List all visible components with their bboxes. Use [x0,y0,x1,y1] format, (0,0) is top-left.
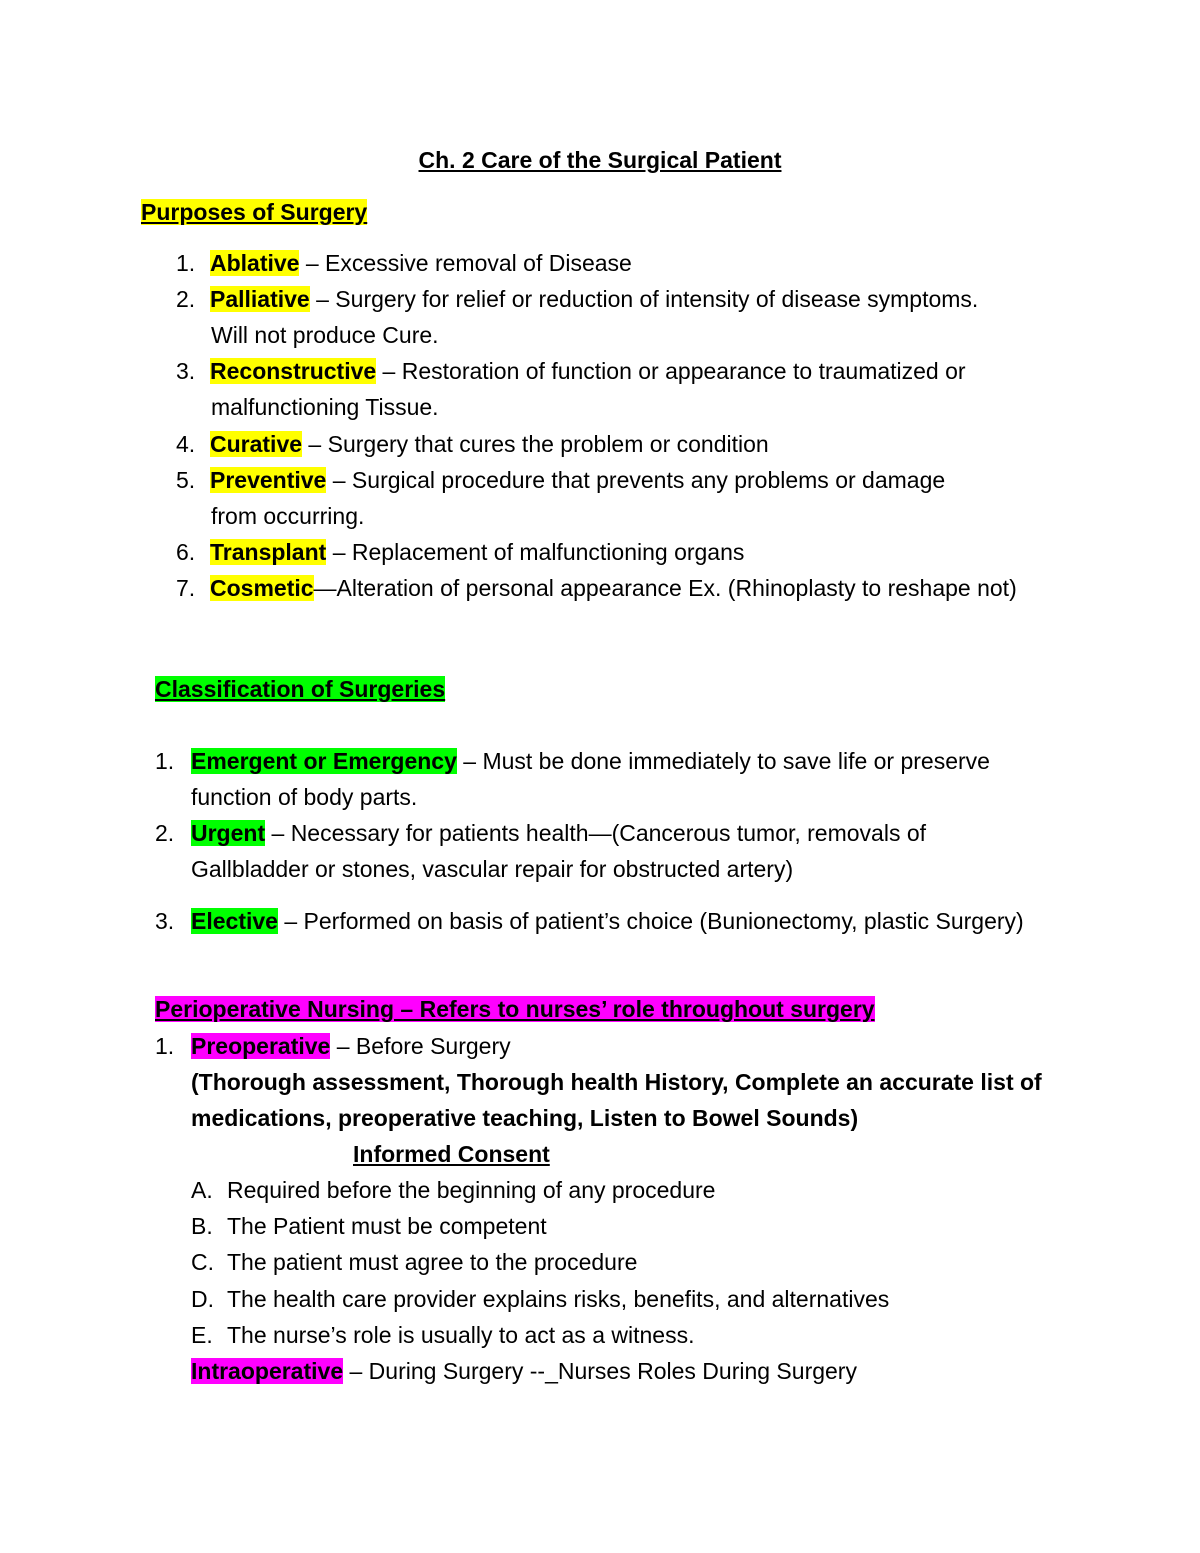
consent-item-text: The Patient must be competent [227,1213,547,1239]
list-number: 2. [176,286,196,312]
preoperative-details-line-2: medications, preoperative teaching, Listen to Bowel Sounds) [191,1105,859,1131]
list-number: 4. [176,431,196,457]
preoperative-details-line-1: (Thorough assessment, Thorough health History, Complete an accurate list of [191,1069,1042,1095]
term-curative: Curative [210,431,303,457]
term-emergent: Emergent or Emergency [191,748,457,774]
list-item [176,284,978,314]
list-item [176,429,769,459]
list-number: 3. [155,908,175,934]
item-description: – Surgery for relief or reduction of intensity of disease symptoms. [309,286,979,312]
list-number: 2. [155,820,175,846]
consent-item-text: The patient must agree to the procedure [227,1249,638,1275]
item-description: – Excessive removal of Disease [299,250,632,276]
list-letter: E. [191,1322,213,1348]
consent-item-text: Required before the beginning of any procedure [227,1177,716,1203]
informed-consent-heading: Informed Consent [353,1141,550,1167]
list-number: 1. [155,748,175,774]
term-cosmetic: Cosmetic [210,575,314,601]
purposes-heading [141,197,367,227]
list-item [155,1031,511,1061]
list-number: 7. [176,575,196,601]
consent-item [191,1284,889,1314]
item-description: – Surgical procedure that prevents any problems or damage [326,467,946,493]
item-continuation: malfunctioning Tissue. [211,394,439,420]
classification-heading-text: Classification of Surgeries [155,676,446,702]
item-description: – Necessary for patients health—(Cancerous tumor, removals of [265,820,927,846]
term-preventive: Preventive [210,467,327,493]
term-preoperative: Preoperative [191,1033,331,1059]
item-description: – Surgery that cures the problem or condition [302,431,769,457]
consent-item-text: The health care provider explains risks, benefits, and alternatives [227,1286,890,1312]
item-description: – Restoration of function or appearance to traumatized or [376,358,966,384]
item-description: – During Surgery --_Nurses Roles During Surgery [343,1358,857,1384]
term-ablative: Ablative [210,250,300,276]
list-number: 6. [176,539,196,565]
item-continuation: function of body parts. [191,784,418,810]
consent-item [191,1211,547,1241]
list-item [176,465,945,495]
page-title: Ch. 2 Care of the Surgical Patient [418,147,782,173]
list-item [155,746,990,776]
list-letter: B. [191,1213,213,1239]
list-letter: C. [191,1249,214,1275]
list-item [176,248,632,278]
purposes-heading-text: Purposes of Surgery [141,199,368,225]
item-description: – Replacement of malfunctioning organs [326,539,745,565]
list-item [176,573,1017,603]
term-transplant: Transplant [210,539,327,565]
list-item [155,906,1024,936]
perioperative-heading [155,994,875,1024]
list-number: 5. [176,467,196,493]
consent-item-text: The nurse’s role is usually to act as a witness. [227,1322,695,1348]
consent-item [191,1320,694,1350]
consent-item [191,1175,715,1205]
item-continuation: from occurring. [211,503,365,529]
list-letter: D. [191,1286,214,1312]
term-elective: Elective [191,908,278,934]
list-letter: A. [191,1177,213,1203]
list-number: 1. [176,250,196,276]
consent-item [191,1247,637,1277]
intraoperative-line [191,1356,857,1386]
term-palliative: Palliative [210,286,310,312]
item-continuation: Gallbladder or stones, vascular repair for obstructed artery) [191,856,794,882]
item-description: —Alteration of personal appearance Ex. (Rhinoplasty to reshape not) [313,575,1017,601]
term-reconstructive: Reconstructive [210,358,377,384]
term-urgent: Urgent [191,820,266,846]
item-description: – Before Surgery [330,1033,511,1059]
item-description: – Performed on basis of patient’s choice (Bunionectomy, plastic Surgery) [277,908,1024,934]
term-intraoperative: Intraoperative [191,1358,344,1384]
list-item [176,537,744,567]
item-continuation: Will not produce Cure. [211,322,439,348]
classification-heading [155,674,445,704]
list-item [176,356,966,386]
item-description: – Must be done immediately to save life or preserve [456,748,990,774]
list-number: 3. [176,358,196,384]
list-item [155,818,926,848]
list-number: 1. [155,1033,175,1059]
perioperative-heading-text: Perioperative Nursing – Refers to nurses’ role throughout surgery [155,996,875,1022]
